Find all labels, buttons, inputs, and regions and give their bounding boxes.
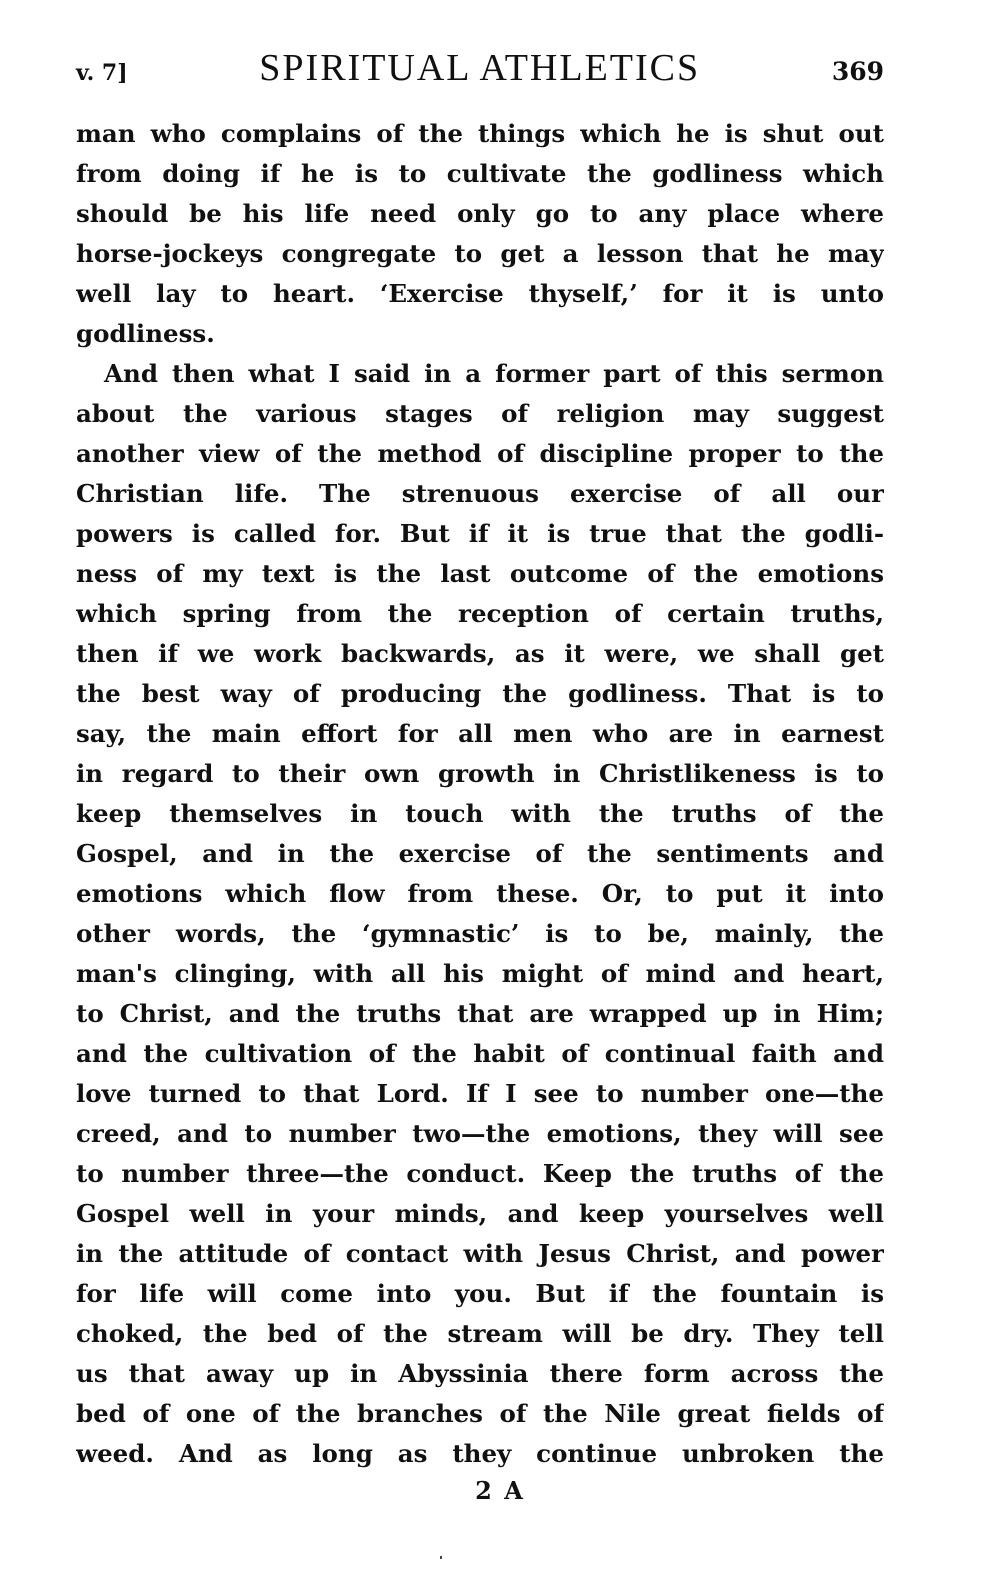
text-line: choked, the bed of the stream will be dry. They tell [76,1319,884,1348]
text-line: for life will come into you. But if the fountain is [76,1279,884,1308]
text-line: about the various stages of religion may suggest [76,399,884,428]
text-line: say, the main effort for all men who are in earnest [76,719,884,748]
text-line: should be his life need only go to any place where [76,199,884,228]
text-line: which spring from the reception of certain truths, [76,599,884,628]
text-line: in the attitude of contact with Jesus Christ, and power [76,1239,884,1268]
text-line: and the cultivation of the habit of continual faith and [76,1039,884,1068]
text-line: Gospel, and in the exercise of the sentiments and [76,839,884,868]
text-line: from doing if he is to cultivate the godliness which [76,159,884,188]
text-line: Gospel well in your minds, and keep yourselves well [76,1199,884,1228]
page-number: 369 [831,57,884,86]
text-line: then if we work backwards, as it were, we shall get [76,639,884,668]
text-line: to number three—the conduct. Keep the truths of the [76,1159,884,1188]
text-line: well lay to heart. ‘Exercise thyself,’ for it is unto [76,279,884,308]
body-text [76,114,884,1474]
text-line: other words, the ‘gymnastic’ is to be, mainly, the [76,919,884,948]
text-line: creed, and to number two—the emotions, they will see [76,1119,884,1148]
text-line: weed. And as long as they continue unbroken the [76,1439,884,1468]
text-line: the best way of producing the godliness. That is to [76,679,884,708]
signature-mark: 2 A [475,1476,525,1505]
text-line: us that away up in Abyssinia there form across the [76,1359,884,1388]
text-line: love turned to that Lord. If I see to number one—the [76,1079,884,1108]
text-line: bed of one of the branches of the Nile great fields of [76,1399,884,1428]
text-line: keep themselves in touch with the truths of the [76,799,884,828]
print-speck [440,1556,442,1559]
text-line: in regard to their own growth in Christlikeness is to [76,759,884,788]
text-line: godliness. [76,319,215,348]
text-line: ness of my text is the last outcome of the emotions [76,559,884,588]
text-line: emotions which flow from these. Or, to put it into [76,879,884,908]
paragraph-first-line: And then what I said in a former part of this sermon [104,359,884,388]
text-line: another view of the method of discipline proper to the [76,439,884,468]
text-line: man who complains of the things which he is shut out [76,119,884,148]
text-line: Christian life. The strenuous exercise of all our [76,479,884,508]
text-line: to Christ, and the truths that are wrapped up in Him; [76,999,884,1028]
running-head [76,46,884,90]
text-line: man's clinging, with all his might of mind and heart, [76,959,884,988]
text-line: horse-jockeys congregate to get a lesson that he may [76,239,884,268]
running-title: SPIRITUAL ATHLETICS [259,47,701,89]
verse-reference: v. 7] [76,60,128,86]
text-line: powers is called for. But if it is true that the godli- [76,519,884,548]
